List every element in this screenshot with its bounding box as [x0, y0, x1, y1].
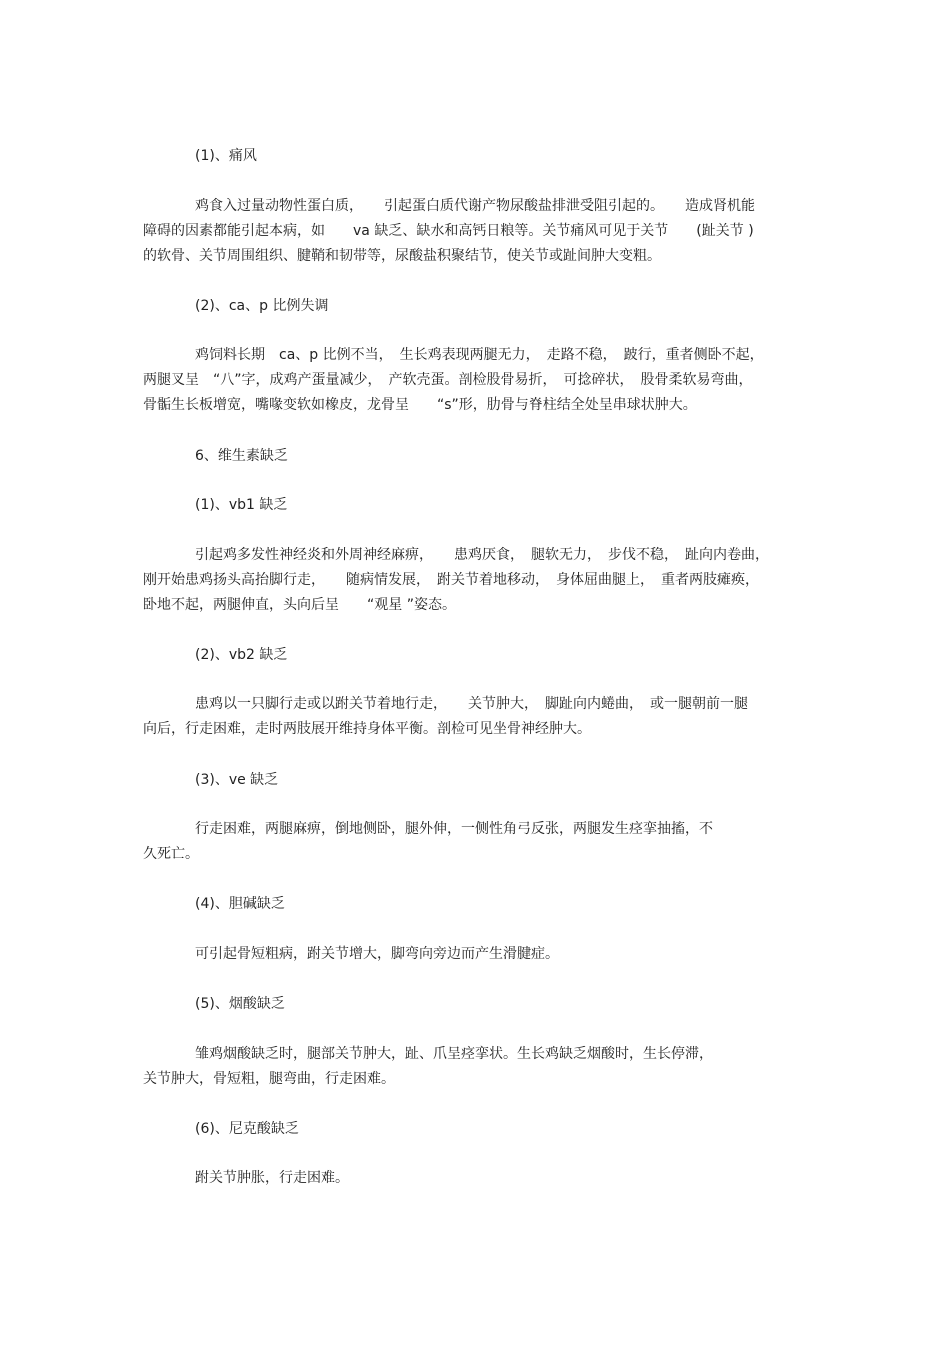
paragraph-line: 卧地不起，两腿伸直，头向后呈 “观星 ”姿态。 — [143, 597, 456, 613]
paragraph-line: 引起鸡多发性神经炎和外周神经麻痹， 患鸡厌食， 腿软无力， 步伐不稳， 趾向内卷曲， — [195, 547, 769, 563]
section-heading: (2)、vb2 缺乏 — [195, 647, 288, 663]
paragraph-line: 雏鸡烟酸缺乏时，腿部关节肿大，趾、爪呈痉挛状。生长鸡缺乏烟酸时，生长停滞， — [195, 1046, 713, 1062]
paragraph-line: 行走困难，两腿麻痹，倒地侧卧，腿外伸，一侧性角弓反张，两腿发生痉挛抽搐，不 — [195, 821, 713, 837]
section-heading: (6)、尼克酸缺乏 — [195, 1121, 299, 1137]
paragraph-line: 障碍的因素都能引起本病，如 va 缺乏、缺水和高钙日粮等。关节痛风可见于关节 (趾关节 ) — [143, 223, 754, 239]
paragraph — [143, 692, 808, 742]
paragraph — [143, 1166, 808, 1191]
paragraph-line: 向后，行走困难，走时两肢展开维持身体平衡。剖检可见坐骨神经肿大。 — [143, 721, 591, 737]
paragraph — [143, 343, 808, 418]
section-heading: (3)、ve 缺乏 — [195, 772, 279, 788]
paragraph — [143, 543, 808, 618]
section-heading: (4)、胆碱缺乏 — [195, 896, 285, 912]
paragraph-line: 关节肿大，骨短粗，腿弯曲，行走困难。 — [143, 1071, 395, 1087]
paragraph — [143, 194, 808, 269]
section-heading: (2)、ca、p 比例失调 — [195, 298, 329, 314]
paragraph-line: 骨骺生长板增宽，嘴喙变软如橡皮，龙骨呈 “s”形，肋骨与脊柱结全处呈串球状肿大。 — [143, 397, 697, 413]
paragraph — [143, 817, 808, 867]
paragraph-line: 跗关节肿胀，行走困难。 — [195, 1170, 349, 1186]
paragraph-line: 久死亡。 — [143, 846, 199, 862]
section-heading: (5)、烟酸缺乏 — [195, 996, 285, 1012]
section-heading: (1)、vb1 缺乏 — [195, 497, 288, 513]
paragraph-line: 可引起骨短粗病，跗关节增大，脚弯向旁边而产生滑腱症。 — [195, 946, 559, 962]
paragraph-line: 刚开始患鸡扬头高抬脚行走， 随病情发展， 跗关节着地移动， 身体屈曲腿上， 重者两肢瘫痪， — [143, 572, 759, 588]
paragraph-line: 鸡饲料长期 ca、p 比例不当， 生长鸡表现两腿无力， 走路不稳， 跛行，重者侧卧不起， — [195, 347, 764, 363]
paragraph-line: 鸡食入过量动物性蛋白质， 引起蛋白质代谢产物尿酸盐排泄受阻引起的。 造成肾机能 — [195, 198, 755, 214]
paragraph — [143, 1042, 808, 1092]
paragraph-line: 两腿叉呈 “八”字，成鸡产蛋量减少， 产软壳蛋。剖检股骨易折， 可捻碎状， 股骨柔软易弯曲， — [143, 372, 753, 388]
paragraph — [143, 942, 808, 967]
paragraph-line: 的软骨、关节周围组织、腱鞘和韧带等，尿酸盐积聚结节，使关节或趾间肿大变粗。 — [143, 248, 661, 264]
paragraph-line: 患鸡以一只脚行走或以跗关节着地行走， 关节肿大， 脚趾向内蜷曲， 或一腿朝前一腿 — [195, 696, 748, 712]
section-heading: 6、维生素缺乏 — [195, 448, 288, 464]
section-heading: (1)、痛风 — [195, 148, 257, 164]
